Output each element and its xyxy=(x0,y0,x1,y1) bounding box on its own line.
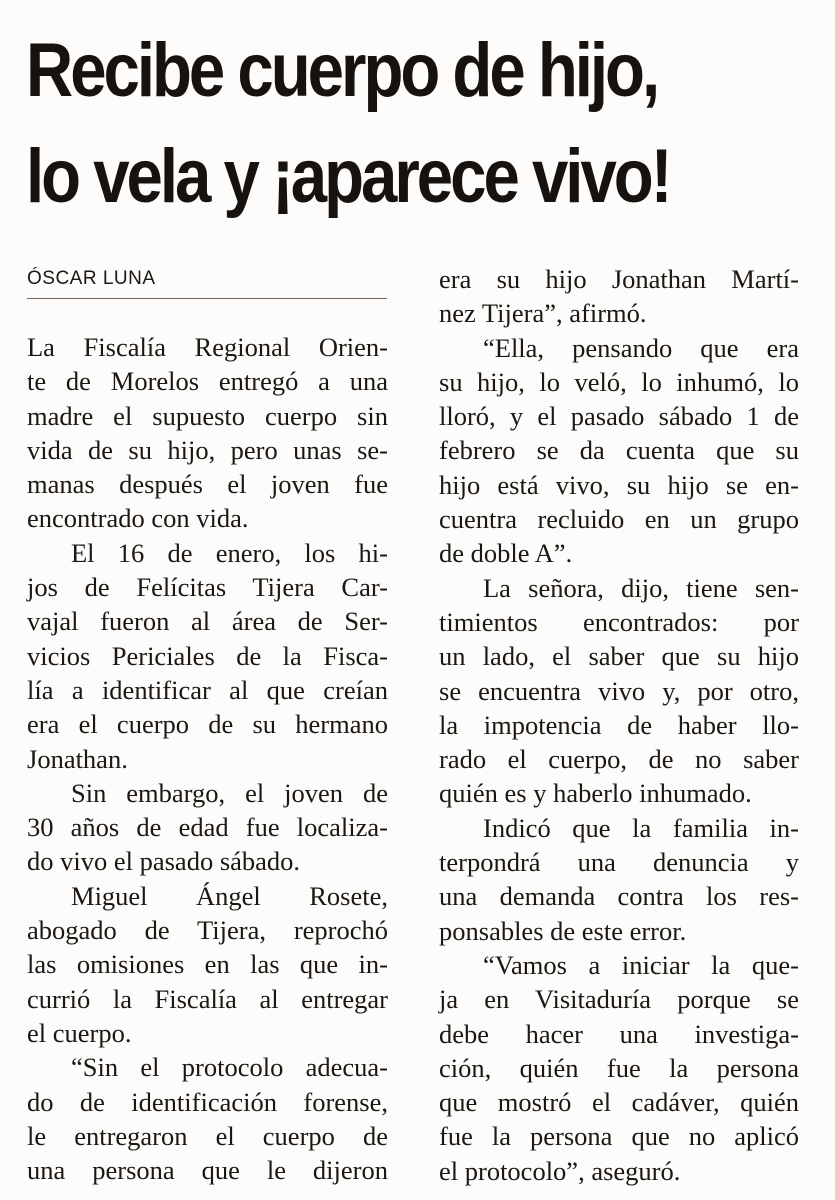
text-line: encontrado con vida. xyxy=(27,503,249,534)
text-line: “Ella, pensando que era xyxy=(483,332,799,363)
text-line: 30 años de edad fue localiza- xyxy=(27,812,388,843)
text-line: debe hacer una investiga- xyxy=(439,1018,799,1049)
text-line: Indicó que la familia in- xyxy=(483,812,799,843)
text-line: ja en Visitaduría porque se xyxy=(439,984,799,1015)
text-line: la impotencia de haber llo- xyxy=(439,709,799,740)
text-line: de doble A”. xyxy=(439,538,573,569)
text-line: “Vamos a iniciar la que- xyxy=(483,949,799,980)
text-line: La Fiscalía Regional Orien- xyxy=(27,332,388,362)
text-line: el protocolo”, aseguró. xyxy=(439,1155,681,1186)
text-line: febrero se da cuenta que su xyxy=(439,435,799,466)
text-line: jos de Felícitas Tijera Car- xyxy=(27,572,388,603)
text-line: cuentra recluido en un grupo xyxy=(439,504,799,535)
text-line: lloró, y el pasado sábado 1 de xyxy=(439,401,799,432)
text-line: su hijo, lo veló, lo inhumó, lo xyxy=(439,366,799,397)
text-line: una persona que le dijeron xyxy=(27,1155,388,1186)
byline: ÓSCAR LUNA xyxy=(27,268,156,289)
article-column-left xyxy=(27,330,388,1187)
text-line: do de identificación forense, xyxy=(27,1086,388,1117)
text-line: una demanda contra los res- xyxy=(439,881,799,912)
text-line: manas después el joven fue xyxy=(27,469,388,500)
byline-divider xyxy=(27,298,387,299)
text-line: las omisiones en las que in- xyxy=(27,949,388,980)
text-line: abogado de Tijera, reprochó xyxy=(27,915,388,946)
text-line: terpondrá una denuncia y xyxy=(439,847,799,878)
text-line: ción, quién fue la persona xyxy=(439,1052,799,1083)
text-line: vajal fueron al área de Ser- xyxy=(27,606,388,637)
text-line: vida de su hijo, pero unas se- xyxy=(27,434,388,465)
text-line: “Sin el protocolo adecua- xyxy=(71,1052,388,1083)
text-line: nez Tijera”, afirmó. xyxy=(439,298,647,329)
headline xyxy=(26,18,705,230)
headline-line-2: lo vela y ¡aparece vivo! xyxy=(26,134,670,219)
text-line: se encuentra vivo y, por otro, xyxy=(439,675,799,706)
text-line: que mostró el cadáver, quién xyxy=(439,1087,799,1118)
text-line: fue la persona que no aplicó xyxy=(439,1121,799,1152)
text-line: La señora, dijo, tiene sen- xyxy=(483,572,799,603)
text-line: rado el cuerpo, de no saber xyxy=(439,744,799,775)
headline-line-1: Recibe cuerpo de hijo, xyxy=(26,28,658,113)
text-line: lía a identificar al que creían xyxy=(27,674,388,705)
article-column-right xyxy=(439,262,799,1188)
text-line: le entregaron el cuerpo de xyxy=(27,1120,388,1151)
text-line: hijo está vivo, su hijo se en- xyxy=(439,469,799,500)
text-line: el cuerpo. xyxy=(27,1017,132,1048)
text-line: Miguel Ángel Rosete, xyxy=(71,880,388,911)
text-line: te de Morelos entregó a una xyxy=(27,366,388,397)
text-line: timientos encontrados: por xyxy=(439,606,799,637)
text-line: era el cuerpo de su hermano xyxy=(27,709,388,740)
text-line: quién es y haberlo inhumado. xyxy=(439,778,752,809)
text-line: currió la Fiscalía al entregar xyxy=(27,983,388,1014)
text-line: El 16 de enero, los hi- xyxy=(71,537,388,568)
text-line: un lado, el saber que su hijo xyxy=(439,641,799,672)
text-line: Sin embargo, el joven de xyxy=(71,777,388,808)
text-line: do vivo el pasado sábado. xyxy=(27,846,301,877)
text-line: vicios Periciales de la Fisca- xyxy=(27,640,388,671)
text-line: era su hijo Jonathan Martí- xyxy=(439,264,799,294)
text-line: madre el supuesto cuerpo sin xyxy=(27,400,388,431)
text-line: Jonathan. xyxy=(27,743,128,774)
text-line: ponsables de este error. xyxy=(439,915,687,946)
